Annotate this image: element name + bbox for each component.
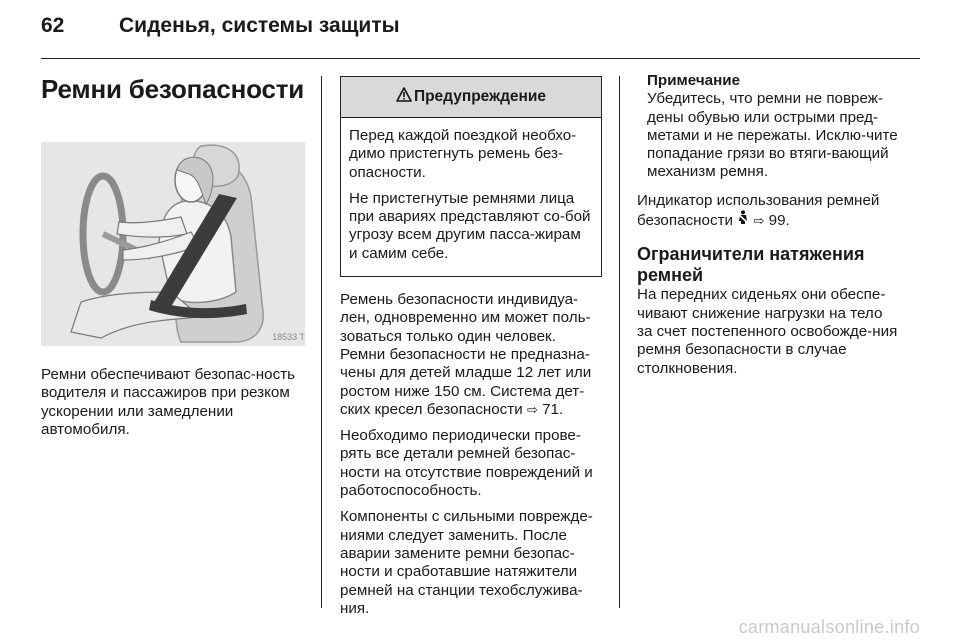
header-rule	[41, 58, 920, 59]
pretensioner-paragraph: На передних сиденьях они обеспе-чивают снижение нагрузки на тело за счет постепенного освобожде-ния ремня безопасности в случае столкновения.	[637, 286, 898, 377]
column-divider	[619, 76, 620, 608]
watermark: carmanualsonline.info	[738, 617, 920, 637]
pretensioner-heading: Ограничители натяжения ремней	[637, 244, 865, 286]
column-divider	[321, 76, 322, 608]
note-title: Примечание	[647, 72, 741, 89]
intro-paragraph: Ремни обеспечивают безопас-ность водителя и пассажиров при резком ускорении или замедлении автомобиля.	[41, 366, 296, 438]
belt-paragraph	[340, 291, 602, 419]
page-ref-arrow-icon: ⇨	[526, 401, 538, 417]
warning-title: Предупреждение	[413, 88, 547, 106]
warning-header	[341, 77, 601, 118]
driver-seatbelt-drawing	[41, 142, 305, 346]
warning-paragraph: Не пристегнутые ремнями лица при авариях представляют со-бой угрозу всем другим пасса-жирам и самим себе.	[349, 189, 591, 262]
replacement-paragraph: Компоненты с сильными поврежде-ниями следует заменить. После аварии замените ремни безопас-ности и сработавшие натяжители ремней на станции техобслужива-ния.	[340, 508, 593, 617]
seatbelt-indicator-icon	[737, 210, 749, 230]
page-ref-arrow-icon: ⇨	[753, 213, 765, 229]
section-title: Ремни безопасности	[41, 74, 305, 104]
warning-body	[341, 118, 601, 276]
column-left	[41, 74, 305, 447]
warning-triangle-icon	[396, 87, 412, 107]
indicator-text: Индикатор использования ремней безопасности	[637, 191, 880, 230]
note-block	[637, 72, 901, 182]
belt-paragraph-text: Ремень безопасности индивидуа-лен, одновременно им может поль-зоваться только один человек. Ремни безопасности не предназна-чены для детей младше 12 лет или ростом ниже 150 см. Система дет-ских кресел безопасности	[340, 291, 592, 418]
warning-paragraph: Перед каждой поездкой необхо-димо пристегнуть ремень без-опасности.	[349, 127, 577, 181]
page-number: 62	[41, 14, 65, 37]
page-ref[interactable]: 71.	[542, 400, 564, 418]
column-middle	[340, 76, 602, 626]
chapter-title: Сиденья, системы защиты	[119, 14, 400, 37]
note-text: Убедитесь, что ремни не повреж-дены обувью или острыми пред-метами и не пережаты. Исклю-чите попадание грязи во втяги-вающий механизм ремня.	[647, 90, 898, 181]
indicator-paragraph	[637, 192, 901, 231]
page-header	[41, 14, 920, 44]
column-right	[637, 72, 901, 386]
figure-id: 18533 T	[272, 331, 305, 342]
page-ref[interactable]: 99.	[768, 212, 790, 230]
inspection-paragraph: Необходимо периодически прове-рять все детали ремней безопас-ности на отсутствие повреждений и работоспособность.	[340, 427, 593, 500]
seatbelt-illustration	[41, 142, 305, 346]
warning-box	[340, 76, 602, 277]
